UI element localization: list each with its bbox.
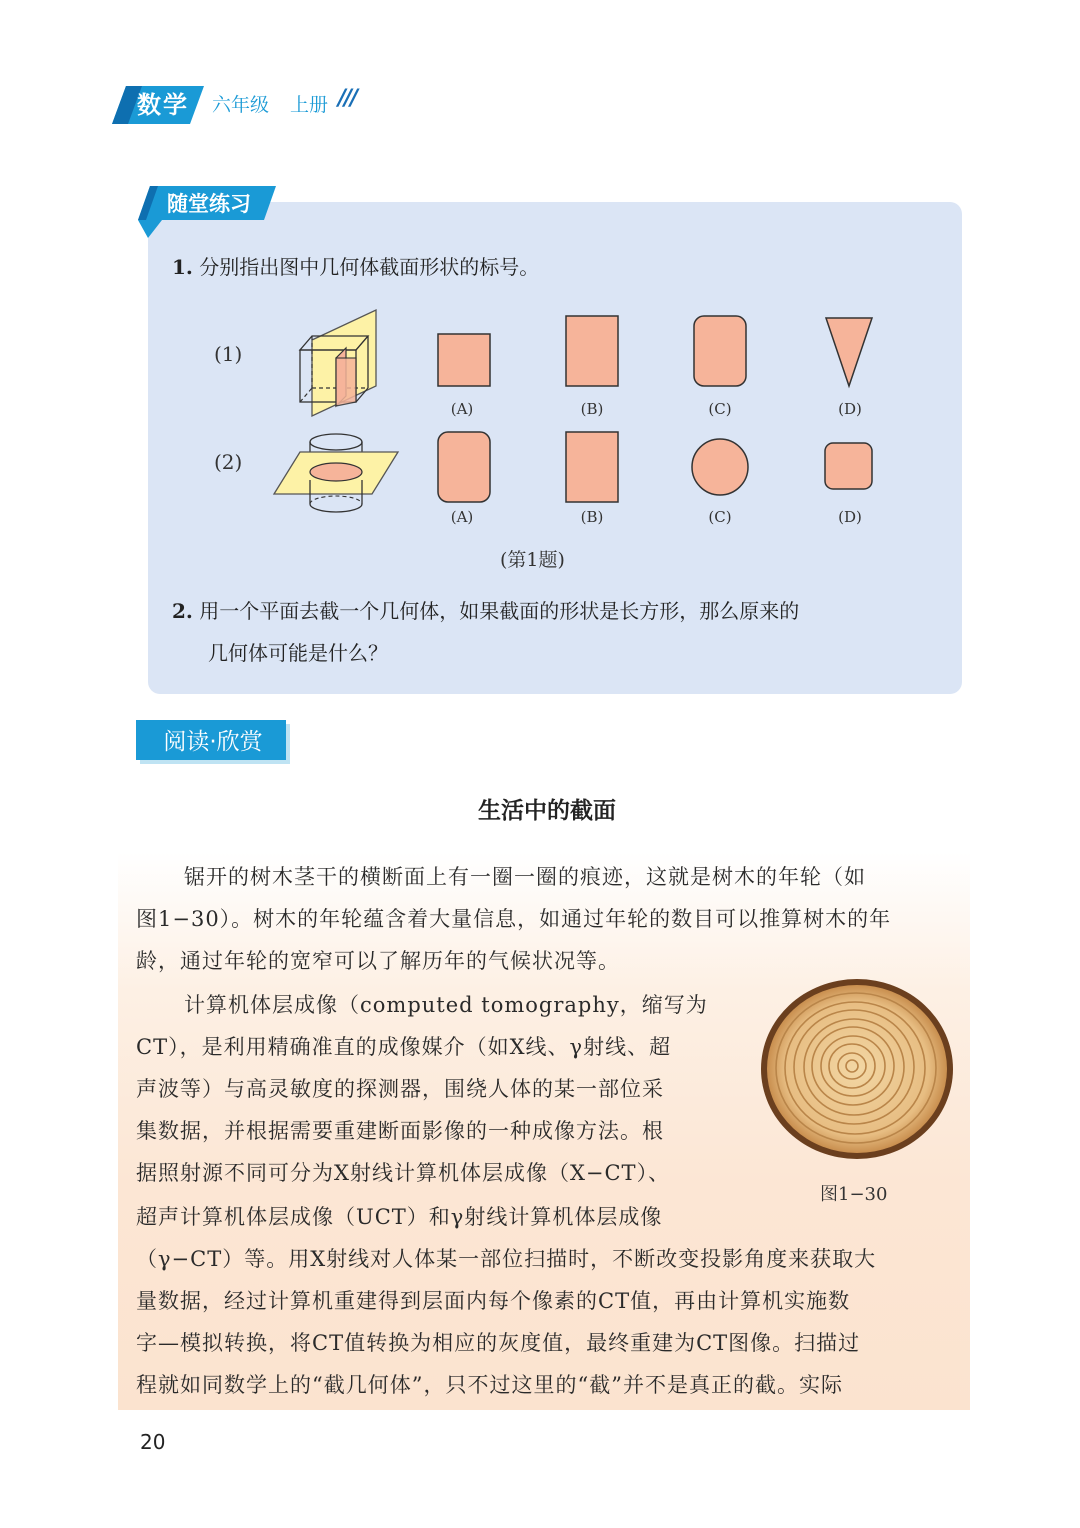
grade-label: 六年级 xyxy=(212,94,270,116)
article-line-10: （γ−CT）等。用X射线对人体某一部位扫描时，不断改变投影角度来获取大 xyxy=(136,1247,877,1271)
shape-1d-triangle xyxy=(826,318,872,386)
article-line-11: 量数据，经过计算机重建得到层面内每个像素的CT值，再由计算机实施数 xyxy=(136,1289,851,1313)
option-2c-label: (C) xyxy=(708,508,732,526)
cross-section-figures xyxy=(260,300,920,540)
question-1-caption: (第1题) xyxy=(500,549,565,571)
option-1c-label: (C) xyxy=(708,400,732,418)
option-2b-label: (B) xyxy=(580,508,604,526)
option-2d-label: (D) xyxy=(838,508,862,526)
question-1 xyxy=(172,252,539,282)
shape-1c-rounded-rectangle xyxy=(694,316,746,386)
tree-ring-image xyxy=(758,976,956,1162)
question-2-line-2: 几何体可能是什么？ xyxy=(208,641,388,665)
option-2a-label: (A) xyxy=(450,508,474,526)
figure-caption: 图1−30 xyxy=(820,1184,888,1205)
shape-2b-rectangle xyxy=(566,432,618,502)
cylinder-with-plane-figure xyxy=(274,434,398,512)
article-line-6: 声波等）与高灵敏度的探测器，围绕人体的某一部位采 xyxy=(136,1077,664,1101)
header-decoration: /// xyxy=(338,86,357,111)
question-2-number: 2. xyxy=(172,599,193,623)
shape-1a-square xyxy=(438,334,490,386)
article-line-1: 锯开的树木茎干的横断面上有一圈一圈的痕迹，这就是树木的年轮（如 xyxy=(184,865,866,889)
question-2-line-1 xyxy=(172,596,799,626)
question-1-number: 1. xyxy=(172,255,193,279)
article-line-12: 字—模拟转换，将CT值转换为相应的灰度值，最终重建为CT图像。扫描过 xyxy=(136,1331,861,1355)
option-1b-label: (B) xyxy=(580,400,604,418)
practice-tab-label: 随堂练习 xyxy=(167,192,251,216)
option-1a-label: (A) xyxy=(450,400,474,418)
article-line-7: 集数据，并根据需要重建断面影像的一种成像方法。根 xyxy=(136,1119,664,1143)
shape-2c-circle xyxy=(692,439,748,495)
volume-label: 上册 xyxy=(290,94,329,116)
question-1-text: 分别指出图中几何体截面形状的标号。 xyxy=(199,255,540,279)
article-line-3: 龄，通过年轮的宽窄可以了解历年的气候状况等。 xyxy=(136,949,620,973)
article-line-2: 图1−30）。树木的年轮蕴含着大量信息，如通过年轮的数目可以推算树木的年 xyxy=(136,907,892,931)
subject-title: 数学 xyxy=(137,91,189,119)
question-2-text-1: 用一个平面去截一个几何体，如果截面的形状是长方形，那么原来的 xyxy=(199,599,800,623)
reading-tab-label: 阅读·欣赏 xyxy=(163,729,263,755)
article-line-8: 据照射源不同可分为X射线计算机体层成像（X−CT）、 xyxy=(136,1161,671,1185)
prism-with-plane-figure xyxy=(300,310,376,416)
article-title: 生活中的截面 xyxy=(478,797,616,824)
row-2-label: (2) xyxy=(214,450,243,474)
article-line-13: 程就如同数学上的“截几何体”，只不过这里的“截”并不是真正的截。实际 xyxy=(136,1373,843,1397)
article-line-4: 计算机体层成像（computed tomography，缩写为 xyxy=(184,993,708,1017)
page-number: 20 xyxy=(140,1430,166,1454)
option-1d-label: (D) xyxy=(838,400,862,418)
article-line-5: CT），是利用精确准直的成像媒介（如X线、γ射线、超 xyxy=(136,1035,672,1059)
shape-1b-rectangle xyxy=(566,316,618,386)
shape-2a-rounded-rectangle xyxy=(438,432,490,502)
shape-2d-rounded-square xyxy=(825,443,872,489)
article-line-9: 超声计算机体层成像（UCT）和γ射线计算机体层成像 xyxy=(136,1205,663,1229)
row-1-label: (1) xyxy=(214,342,243,366)
